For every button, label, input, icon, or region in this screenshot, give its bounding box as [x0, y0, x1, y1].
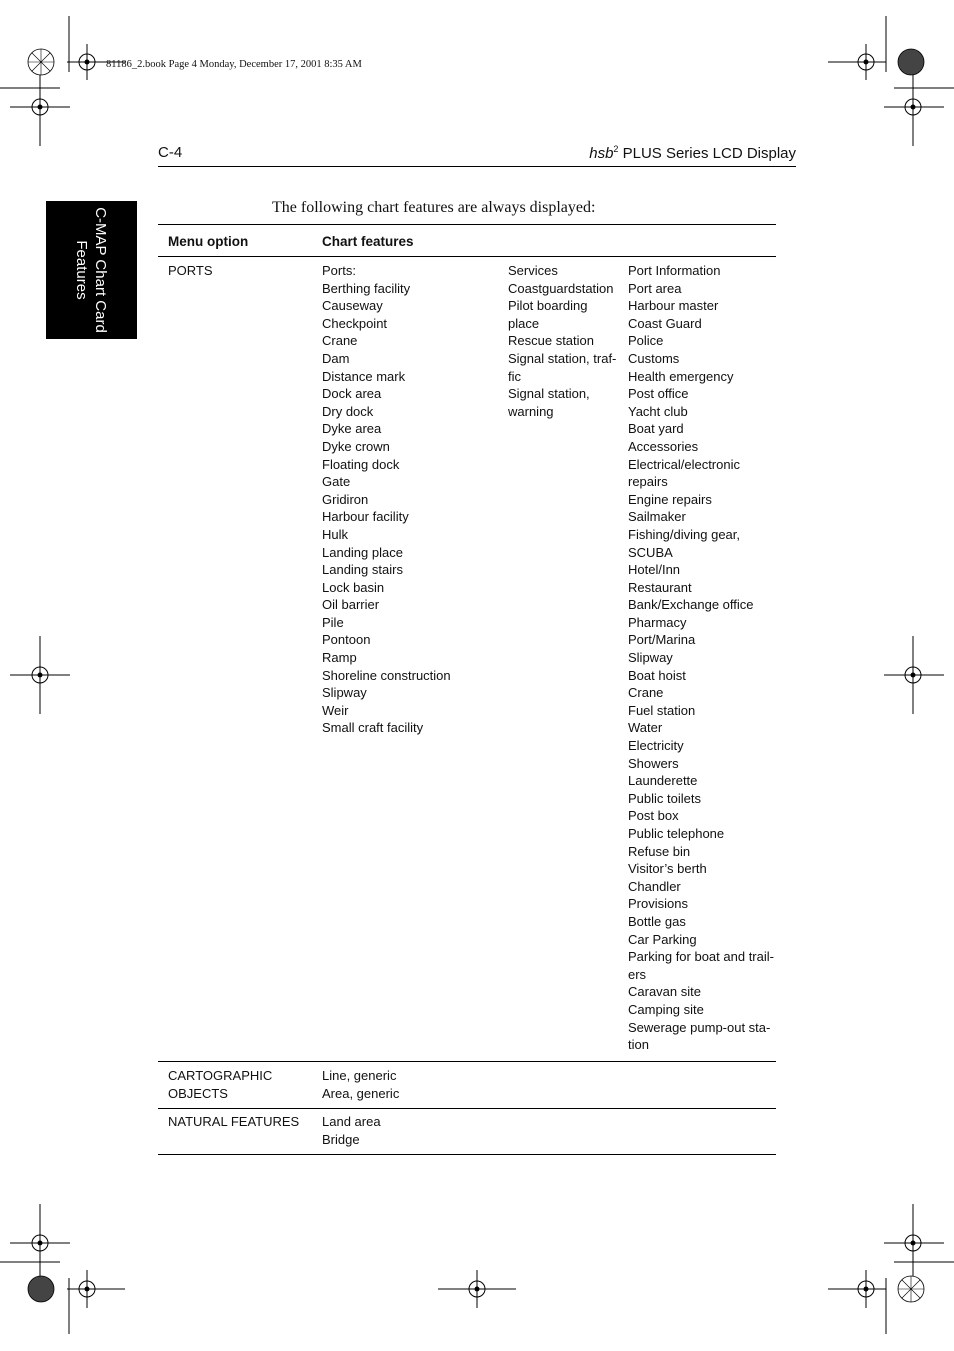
- list-item: ers: [628, 966, 647, 982]
- list-item: Signal station,: [508, 386, 590, 402]
- list-item: Public toilets: [628, 790, 701, 806]
- list-item: Public telephone: [628, 826, 725, 841]
- chart-features-header: Chart features: [322, 234, 414, 249]
- list-item: Coastguardstation: [508, 280, 614, 296]
- list-item: Dry dock: [322, 403, 374, 419]
- cartographic-bottom-rule: [158, 1108, 776, 1109]
- ports-bottom-rule: [158, 1061, 776, 1062]
- list-item: Electricity: [628, 738, 684, 754]
- list-item: Small craft facility: [322, 720, 424, 736]
- header-rule: [158, 166, 796, 167]
- list-item: Bridge: [322, 1131, 360, 1147]
- list-item: Area, generic: [322, 1085, 400, 1101]
- list-item: Camping site: [628, 1001, 704, 1017]
- page-number: C-4: [158, 144, 183, 161]
- list-item: Launderette: [628, 773, 698, 789]
- list-item: Rescue station: [508, 333, 594, 349]
- list-item: Boat hoist: [628, 667, 686, 683]
- list-item: Bank/Exchange office: [628, 597, 754, 613]
- list-item: Restaurant: [628, 579, 692, 595]
- list-item: Weir: [322, 702, 349, 718]
- list-item: Dam: [322, 350, 350, 366]
- list-item: Coast Guard: [628, 315, 702, 331]
- list-item: Crane: [322, 333, 358, 349]
- intro-text: The following chart features are always displayed:: [272, 199, 596, 216]
- list-item: Port area: [628, 280, 682, 296]
- list-item: Sewerage pump-out sta-: [628, 1019, 771, 1035]
- list-item: Water: [628, 720, 663, 736]
- running-header: [560, 144, 796, 162]
- list-item: Chandler: [628, 878, 681, 894]
- list-item: Services: [508, 263, 558, 278]
- list-item: Harbour facility: [322, 509, 409, 525]
- list-item: Oil barrier: [322, 597, 380, 613]
- list-item: Berthing facility: [322, 280, 411, 296]
- list-item: Dyke crown: [322, 438, 390, 454]
- list-item: Fishing/diving gear,: [628, 526, 741, 542]
- list-item: Showers: [628, 755, 679, 771]
- natural-items: [322, 1113, 381, 1148]
- list-item: Line, generic: [322, 1068, 397, 1083]
- list-item: Police: [628, 333, 664, 349]
- list-item: Hotel/Inn: [628, 562, 681, 578]
- header-title: PLUS Series LCD Display: [618, 145, 796, 162]
- list-item: Visitor’s berth: [628, 861, 707, 877]
- list-item: Dock area: [322, 386, 382, 402]
- list-item: Distance mark: [322, 368, 406, 384]
- list-item: Land area: [322, 1114, 381, 1129]
- side-tab-text: [46, 201, 137, 339]
- list-item: Engine repairs: [628, 491, 712, 507]
- list-item: Accessories: [628, 438, 699, 454]
- list-item: repairs: [628, 474, 668, 490]
- list-item: Electrical/electronic: [628, 456, 740, 472]
- list-item: Causeway: [322, 298, 383, 314]
- header-bottom-rule: [158, 256, 776, 257]
- list-item: Parking for boat and trail-: [628, 949, 774, 965]
- ports-column-b: [508, 262, 616, 420]
- book-info-line: 81186_2.book Page 4 Monday, December 17, 2001 8:35 AM: [106, 59, 362, 70]
- list-item: Checkpoint: [322, 315, 388, 331]
- list-item: Yacht club: [628, 403, 688, 419]
- list-item: tion: [628, 1037, 649, 1053]
- list-item: Shoreline construction: [322, 667, 451, 683]
- list-item: Signal station, traf-: [508, 350, 617, 366]
- list-item: place: [508, 315, 540, 331]
- menu-option-header: Menu option: [168, 234, 249, 249]
- list-item: Ramp: [322, 650, 357, 666]
- list-item: Pontoon: [322, 632, 371, 648]
- list-item: Landing stairs: [322, 562, 403, 578]
- list-item: Harbour master: [628, 298, 719, 314]
- list-item: Provisions: [628, 896, 688, 912]
- list-item: SCUBA: [628, 544, 673, 560]
- list-item: warning: [508, 403, 554, 419]
- side-tab-line1: C-MAP Chart Card: [92, 207, 109, 333]
- natural-label: NATURAL FEATURES: [168, 1114, 300, 1129]
- list-item: Landing place: [322, 544, 403, 560]
- ports-label: PORTS: [168, 263, 213, 278]
- list-item: Health emergency: [628, 368, 734, 384]
- list-item: Bottle gas: [628, 913, 686, 929]
- list-item: Gridiron: [322, 491, 369, 507]
- brand-superscript: 2: [613, 144, 619, 154]
- list-item: Slipway: [322, 685, 367, 701]
- list-item: Pile: [322, 614, 344, 630]
- list-item: Pilot boarding: [508, 298, 588, 314]
- list-item: Customs: [628, 350, 680, 366]
- list-item: Dyke area: [322, 421, 382, 437]
- list-item: Pharmacy: [628, 614, 687, 630]
- list-item: Floating dock: [322, 456, 400, 472]
- list-item: fic: [508, 368, 521, 384]
- list-item: Gate: [322, 474, 351, 490]
- ports-column-a: [322, 262, 451, 737]
- brand-name: hsb: [589, 145, 614, 162]
- table-bottom-rule: [158, 1154, 776, 1155]
- ports-column-c: [628, 262, 774, 1054]
- cartographic-items: [322, 1067, 399, 1102]
- list-item: Boat yard: [628, 421, 684, 437]
- side-tab-line2: Features: [73, 240, 90, 300]
- list-item: Fuel station: [628, 702, 696, 718]
- list-item: Slipway: [628, 650, 673, 666]
- table-top-rule: [158, 224, 776, 225]
- list-item: Ports:: [322, 263, 356, 278]
- list-item: Port Information: [628, 263, 721, 278]
- cartographic-label: CARTOGRAPHIC OBJECTS: [168, 1068, 273, 1101]
- list-item: Refuse bin: [628, 843, 691, 859]
- list-item: Crane: [628, 685, 664, 701]
- list-item: Car Parking: [628, 931, 697, 947]
- list-item: Caravan site: [628, 984, 701, 1000]
- list-item: Port/Marina: [628, 632, 696, 648]
- list-item: Lock basin: [322, 579, 385, 595]
- list-item: Hulk: [322, 526, 349, 542]
- list-item: Sailmaker: [628, 509, 686, 525]
- list-item: Post box: [628, 808, 679, 824]
- list-item: Post office: [628, 386, 689, 402]
